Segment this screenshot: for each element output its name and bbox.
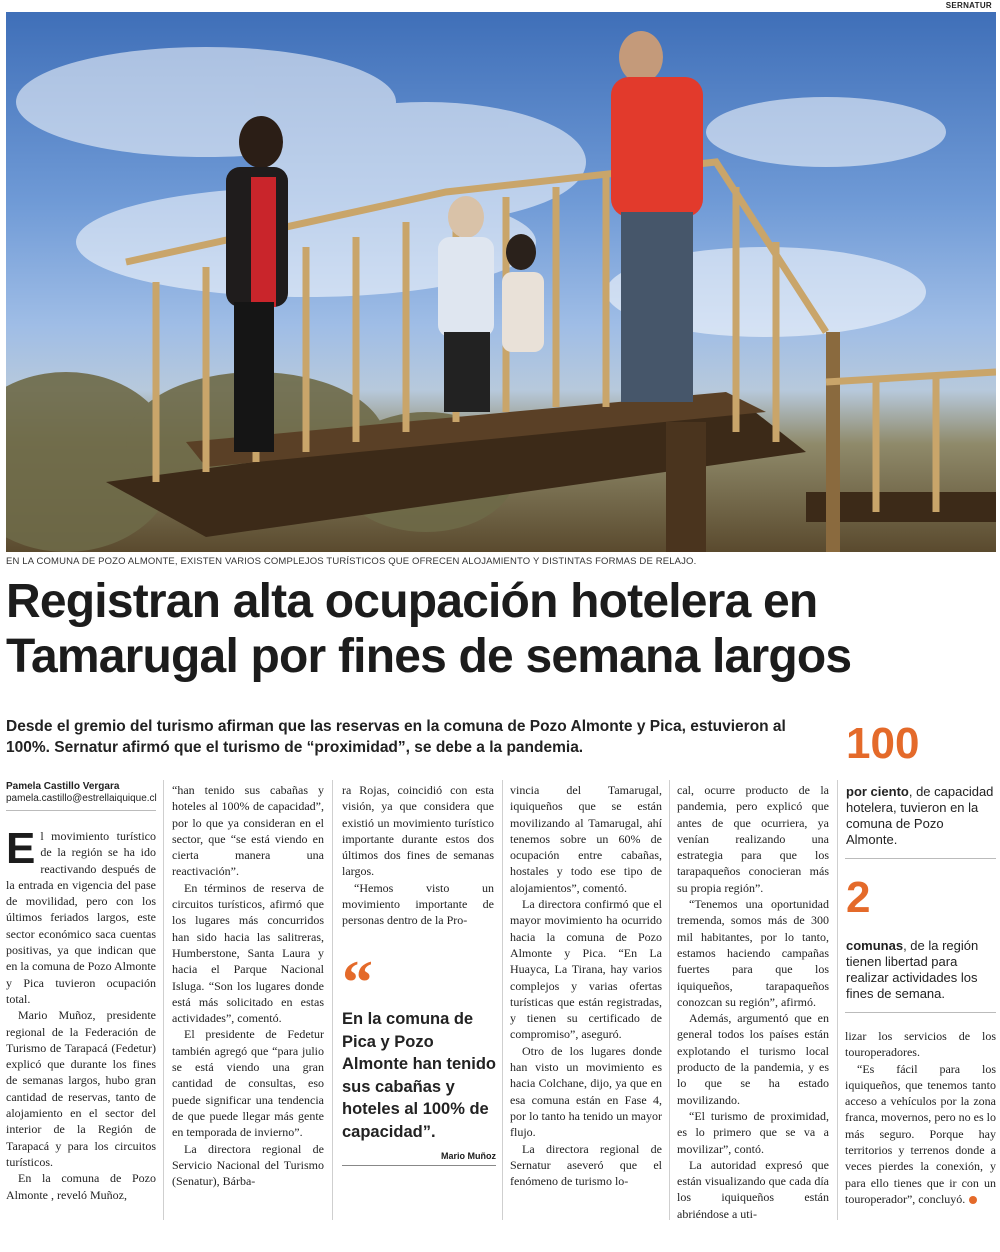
column-rule xyxy=(837,780,838,1220)
article-paragraph: “Tenemos una oportunidad tremenda, somos más de 300 mil habitantes, por lo tanto, estamos haciendo campañas fuertes para que los iquiqueños, tarapaqueños conozcan su región”, afirmó. xyxy=(677,897,829,1009)
headline: Registran alta ocupación hotelera en Tamarugal por fines de semana largos xyxy=(6,575,852,683)
photo-caption: EN LA COMUNA DE POZO ALMONTE, EXISTEN VARIOS COMPLEJOS TURÍSTICOS QUE OFRECEN ALOJAMIENTO Y DISTINTAS FORMAS DE RELAJO. xyxy=(6,556,697,567)
article-paragraph: Otro de los lugares donde han visto un movimiento es hacia Colchane, dijo, ya que en esa comuna están en Fase 4, por lo tanto ha tenido un mayor flujo. xyxy=(510,1043,662,1140)
article-paragraph: El presidente de Fedetur también agregó que “para julio se está viendo una gran cantidad de consultas, eso puede significar una tendencia de que puede llegar más gente en temporada de invierno”. xyxy=(172,1027,324,1140)
article-paragraph: En la comuna de Pozo Almonte , reveló Muñoz, xyxy=(6,1171,156,1202)
lead-paragraph: Desde el gremio del turismo afirman que las reservas en la comuna de Pozo Almonte y Pica, estuvieron al 100%. Sernatur afirmó que el turismo de “proximidad”, se debe a la pandemia. xyxy=(6,718,786,756)
byline xyxy=(6,781,157,805)
photo-credit: SERNATUR xyxy=(945,1,992,10)
end-mark-icon xyxy=(969,1196,977,1204)
byline-email-link[interactable]: pamela.castillo@estrellaiquique.cl xyxy=(6,793,157,804)
byline-divider xyxy=(6,810,156,811)
article-paragraph: vincia del Tamarugal, iquiqueños que se están movilizando al Tamarugal, ahí tenemos sobre un 60% de ocupación entre cabañas, hostales y todo ese tipo de alojamientos”, comentó. xyxy=(510,783,662,895)
stat-description-100: por ciento, de capacidad hotelera, tuvieron en la comuna de Pozo Almonte. xyxy=(846,784,994,847)
stat-number-100: 100 xyxy=(846,719,920,768)
pull-quote xyxy=(342,949,496,1166)
article-column-6 xyxy=(845,1028,996,1207)
column-rule xyxy=(332,780,333,1220)
article-paragraph: La directora confirmó que el mayor movimiento ha ocurrido hacia la comuna de Pozo Almonte y Pica. “En La Huayca, La Tirana, hay varios complejos y varias ofertas turísticas que están registradas, y tienen su certificado de compromiso”, aseguró. xyxy=(510,897,662,1042)
quote-mark-icon: “ xyxy=(342,949,373,1017)
article-paragraph: La directora regional de Servicio Nacional del Turismo (Senatur), Bárba- xyxy=(172,1141,324,1189)
article-paragraph: La autoridad expresó que están visualizando que cada día los iquiqueños están abriéndose a uti- xyxy=(677,1157,829,1221)
column-rule xyxy=(502,780,503,1220)
stat-number-2: 2 xyxy=(846,873,871,922)
article-paragraph: “Es fácil para los iquiqueños, que tenemos tanto acceso a vehículos por la zona franca, movernos, pero no es lo más seguro. Porque hay territorios y terrenos donde a veces pierdes la conexión, y para ello tienes que ir con un touroperador”, concluyó. xyxy=(845,1061,996,1206)
pull-quote-author: Mario Muñoz xyxy=(342,1151,496,1166)
byline-author: Pamela Castillo Vergara xyxy=(6,781,120,792)
hero-photo xyxy=(6,12,996,552)
drop-cap: E xyxy=(6,824,36,873)
article-paragraph: La directora regional de Sernatur aseveró que el fenómeno de turismo lo- xyxy=(510,1141,662,1189)
stat-description-2: comunas, de la región tienen libertad para realizar actividades los fines de semana. xyxy=(846,938,979,1001)
article-paragraph: “El turismo de proximidad, es lo primero que se va a movilizar”, contó. xyxy=(677,1108,829,1156)
stat-divider xyxy=(845,1012,996,1013)
hero-photo-illustration xyxy=(6,12,996,552)
article-paragraph: En términos de reserva de circuitos turísticos, afirmó que los lugares más concurridos han sido hacia las salitreras, Humberstone, Santa Laura y hacia el Parque Nacional Isluga. “Son los lugares donde está más solicitado en estas actividades”, comentó. xyxy=(172,880,324,1026)
article-paragraph: Mario Muñoz, presidente regional de la Federación de Turismo de Tarapacá (Fedetur) explicó que durante los fines de semanas largos, hubo gran cantidad de reservas, tanto de alojamiento en el sector del interior de la Región de Tarapacá y para los circuitos turísticos. xyxy=(6,1008,156,1169)
article-column-3 xyxy=(342,782,494,929)
article-column-2 xyxy=(172,782,324,1189)
stat-divider xyxy=(845,858,996,859)
article-column-5 xyxy=(677,782,829,1222)
article-column-1 xyxy=(6,824,156,1203)
article-paragraph: Además, argumentó que en general todos los países están explotando el turismo local producto de la pandemia, y es lo que se ha estado movilizando. xyxy=(677,1011,829,1107)
article-paragraph: “Hemos visto un movimiento importante de personas dentro de la Pro- xyxy=(342,880,494,928)
article-column-4 xyxy=(510,782,662,1189)
article-paragraph: cal, ocurre producto de la pandemia, pero explicó que antes de que ocurriera, ya venían realizando una estrategia para que los tarapaqueños conocieran más su propia región”. xyxy=(677,783,829,895)
article-paragraph: “han tenido sus cabañas y hoteles al 100% de capacidad”, por lo que ya consideran en el sector, que “se está viendo en cierta manera una reactivación”. xyxy=(172,783,324,879)
column-rule xyxy=(163,780,164,1220)
column-rule xyxy=(669,780,670,1220)
article-paragraph: ra Rojas, coincidió con esta visión, ya que considera que existió un movimiento turístico importante durante estos dos últimos dos fines de semanas largos. xyxy=(342,783,494,879)
pull-quote-text: En la comuna de Pica y Pozo Almonte han tenido sus cabañas y hoteles al 100% de capacidad”. xyxy=(342,1010,496,1141)
article-paragraph: El movimiento turístico de la región se ha ido reactivando después de la entrada en vigencia del pase de movilidad, pero con los últimos feriados largos, este sector económico saca cuentas positivas, ya que indican que en la comuna de Pozo Almonte y Pica tuvieron ocupación total. xyxy=(6,824,156,1006)
article-paragraph: lizar los servicios de los touroperadores. xyxy=(845,1029,996,1060)
